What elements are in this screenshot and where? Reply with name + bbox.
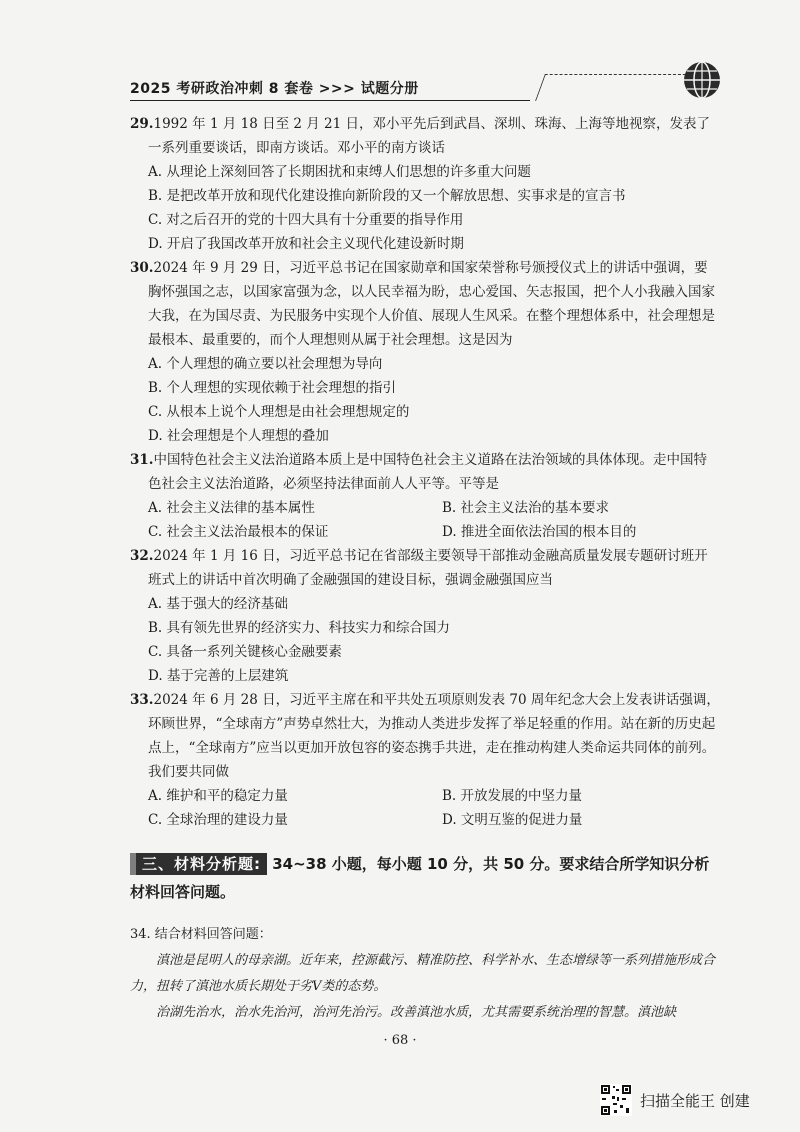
- section-tag: 三、材料分析题:: [130, 853, 267, 875]
- question-stem: [130, 112, 720, 160]
- question-text: 中国特色社会主义法治道路本质上是中国特色社会主义道路在法治领域的具体体现。走中国特色社会主义法治道路，必须坚持法律面前人人平等。平等是: [148, 452, 707, 492]
- question-number: 32.: [130, 548, 154, 564]
- question-stem: [130, 448, 720, 496]
- section-instructions: 34~38 小题，每小题 10 分，共 50 分。要求结合所学知识分析材料回答问题。: [130, 855, 710, 901]
- page-number: · 68 ·: [383, 1033, 417, 1048]
- option-a: A. 维护和平的稳定力量: [148, 788, 288, 804]
- option-b: B. 社会主义法治的基本要求: [442, 500, 610, 516]
- option-d: D. 推进全面依法治国的根本目的: [442, 524, 637, 540]
- option-d: D. 文明互鉴的促进力量: [442, 812, 583, 828]
- qr-code-icon: [600, 1084, 632, 1116]
- question-number: 29.: [130, 116, 154, 132]
- option-d: D. 社会理想是个人理想的叠加: [148, 428, 329, 444]
- option-b: B. 具有领先世界的经济实力、科技实力和综合国力: [148, 620, 451, 636]
- question-30: [130, 256, 720, 448]
- option-d: D. 开启了我国改革开放和社会主义现代化建设新时期: [148, 236, 464, 252]
- question-text: 2024 年 6 月 28 日，习近平主席在和平共处五项原则发表 70 周年纪念大会上发表讲话强调，环顾世界，“全球南方”声势卓然壮大，为推动人类进步发挥了举足轻重的作用。站在新的历史起点上，“全球南方”应当以更加开放包容的姿态携手共进，走在推动构建人类命运共同体的前列。我们要共同做: [148, 692, 720, 780]
- option-c: C. 对之后召开的党的十四大具有十分重要的指导作用: [148, 212, 464, 228]
- material-question-34: [130, 922, 720, 1026]
- material-paragraph: 滇池是昆明人的母亲湖。近年来，控源截污、精准防控、科学补水、生态增绿等一系列措施形成合力，扭转了滇池水质长期处于劣Ⅴ类的态势。: [130, 953, 716, 994]
- option-d: D. 基于完善的上层建筑: [148, 668, 289, 684]
- question-text: 1992 年 1 月 18 日至 2 月 21 日，邓小平先后到武昌、深圳、珠海、上海等地视察，发表了一系列重要谈话，即南方谈话。邓小平的南方谈话: [148, 116, 711, 156]
- question-number: 30.: [130, 260, 154, 276]
- options-row: [130, 784, 720, 808]
- question-32: [130, 544, 720, 688]
- question-29: [130, 112, 720, 256]
- question-list: [130, 112, 720, 1026]
- question-number: 33.: [130, 692, 154, 708]
- option-a: A. 从理论上深刻回答了长期困扰和束缚人们思想的许多重大问题: [148, 164, 531, 180]
- material-paragraph: 治湖先治水，治水先治河，治河先治污。改善滇池水质，尤其需要系统治理的智慧。滇池缺: [156, 1005, 677, 1020]
- option-c: C. 社会主义法治最根本的保证: [148, 524, 329, 540]
- option-b: B. 是把改革开放和现代化建设推向新阶段的又一个解放思想、实事求是的宣言书: [148, 188, 626, 204]
- options-row: [130, 520, 720, 544]
- question-33: [130, 688, 720, 832]
- option-c: C. 全球治理的建设力量: [148, 812, 288, 828]
- question-number: 31.: [130, 452, 154, 468]
- page-header: [130, 70, 720, 110]
- header-rule: [130, 100, 530, 101]
- option-a: A. 基于强大的经济基础: [148, 596, 288, 612]
- option-b: B. 个人理想的实现依赖于社会理想的指引: [148, 380, 397, 396]
- globe-icon: [682, 60, 722, 100]
- question-stem: [130, 256, 720, 352]
- question-text: 2024 年 1 月 16 日，习近平总书记在省部级主要领导干部推动金融高质量发展专题研讨班开班式上的讲话中首次明确了金融强国的建设目标，强调金融强国应当: [148, 548, 708, 588]
- option-a: A. 社会主义法律的基本属性: [148, 500, 315, 516]
- scanner-watermark: [600, 1084, 790, 1120]
- option-a: A. 个人理想的确立要以社会理想为导向: [148, 356, 383, 372]
- question-31: [130, 448, 720, 544]
- material-heading: 34. 结合材料回答问题：: [130, 927, 272, 942]
- option-c: C. 具备一系列关键核心金融要素: [148, 644, 342, 660]
- option-b: B. 开放发展的中坚力量: [442, 788, 583, 804]
- options-row: [130, 808, 720, 832]
- question-stem: [130, 688, 720, 784]
- question-text: 2024 年 9 月 29 日，习近平总书记在国家勋章和国家荣誉称号颁授仪式上的讲话中强调，要胸怀强国之志，以国家富强为念，以人民幸福为盼，忠心爱国、矢志报国，把个人小我融入国家大我，在为国尽责、为民服务中实现个人价值、展现人生风采。在整个理想体系中，社会理想是最根本、最重要的，而个人理想则从属于社会理想。这是因为: [148, 260, 715, 348]
- header-title: 2025 考研政治冲刺 8 套卷 >>> 试题分册: [130, 81, 419, 97]
- section-heading: [130, 850, 720, 906]
- options-row: [130, 496, 720, 520]
- scanner-text: 扫描全能王 创建: [640, 1092, 750, 1110]
- header-decoration: [535, 74, 696, 101]
- option-c: C. 从根本上说个人理想是由社会理想规定的: [148, 404, 410, 420]
- question-stem: [130, 544, 720, 592]
